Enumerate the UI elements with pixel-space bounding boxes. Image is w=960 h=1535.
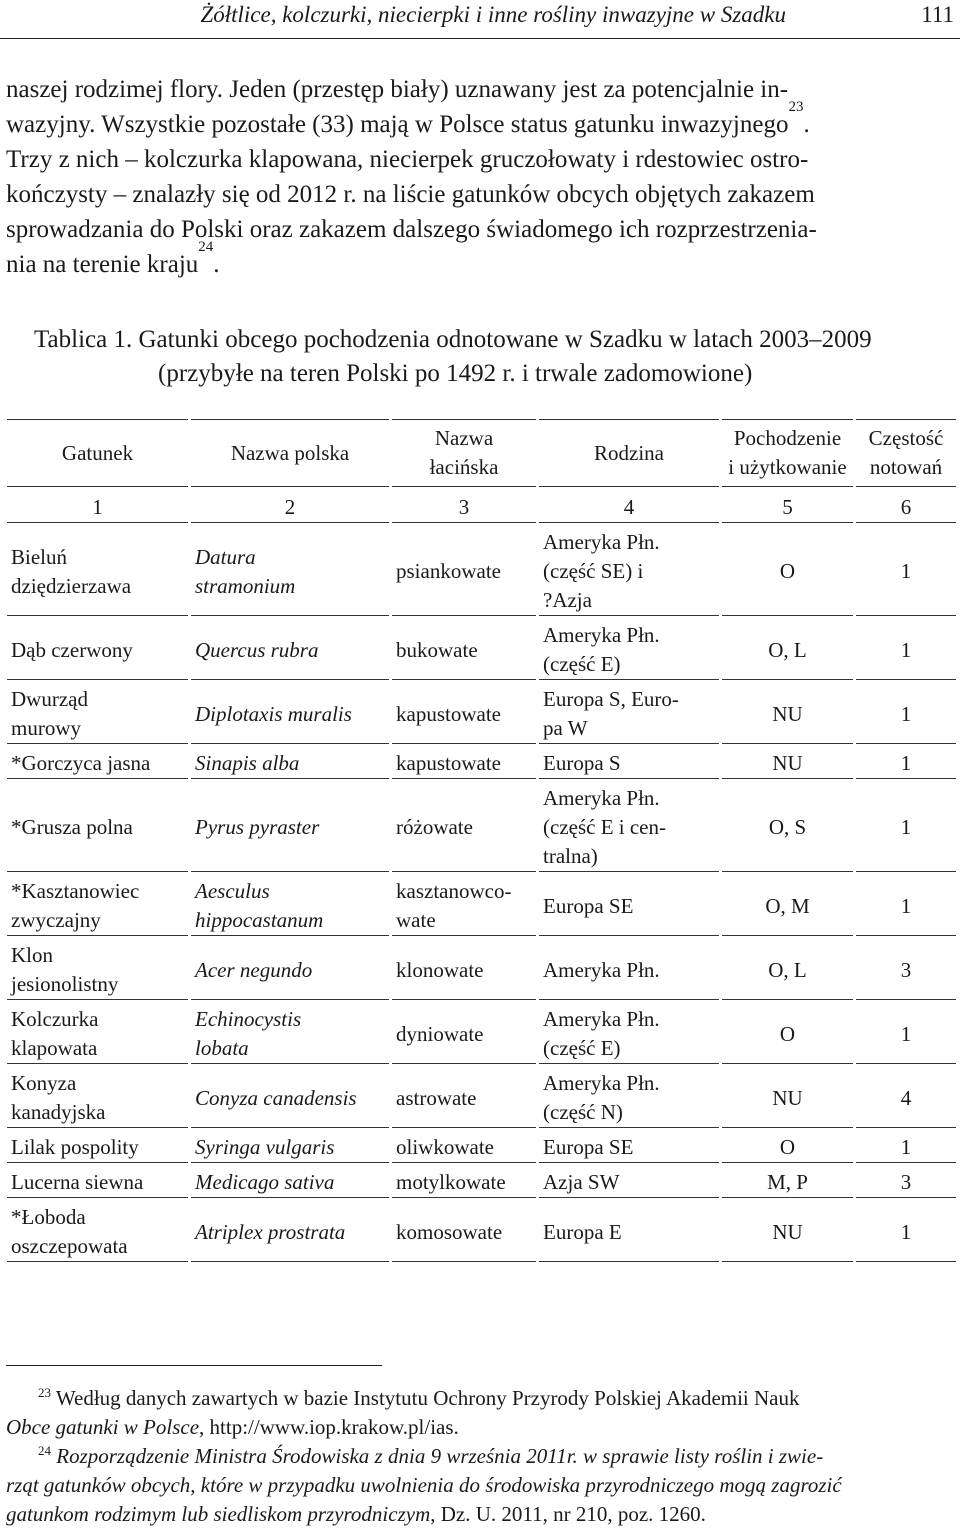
cell-line: zwyczajny bbox=[11, 908, 101, 932]
header-line: notowań bbox=[869, 455, 943, 479]
cell-line: M, P bbox=[767, 1170, 808, 1194]
cell-nazwa-polska bbox=[191, 877, 389, 936]
cell-line: Dwurząd bbox=[11, 687, 88, 711]
cell-line: psiankowate bbox=[396, 559, 501, 583]
cell-pochodzenie bbox=[722, 1133, 853, 1163]
cell-pochodzenie bbox=[722, 1168, 853, 1198]
header-czestosc bbox=[856, 419, 956, 487]
cell-line: Aesculus bbox=[195, 879, 270, 903]
cell-line: 4 bbox=[900, 1085, 912, 1110]
cell-nazwa-polska bbox=[191, 1203, 389, 1262]
column-number: 4 bbox=[539, 492, 719, 523]
cell-line: Klon bbox=[11, 943, 53, 967]
cell-line: O, M bbox=[765, 893, 810, 918]
table-row bbox=[7, 1069, 956, 1128]
cell-nazwa-lacinska bbox=[392, 1069, 536, 1128]
header-gatunek: Gatunek bbox=[7, 419, 188, 487]
header-line: łacińska bbox=[429, 455, 499, 479]
table-row bbox=[7, 877, 956, 936]
cell-line: tralna) bbox=[543, 844, 598, 868]
cell-nazwa-polska bbox=[191, 621, 389, 680]
cell-line: komosowate bbox=[396, 1219, 503, 1244]
cell-line: Europa S, Euro- bbox=[543, 687, 679, 711]
cell-line: oszczepowata bbox=[11, 1234, 128, 1258]
cell-gatunek bbox=[7, 1133, 188, 1163]
page-number: 111 bbox=[921, 2, 954, 27]
cell-line: (część SE) i bbox=[543, 559, 644, 583]
cell-line: wate bbox=[396, 908, 436, 932]
table-row bbox=[7, 1133, 956, 1163]
cell-line: 1 bbox=[900, 815, 912, 839]
cell-rodzina bbox=[539, 1133, 719, 1163]
footnote-line bbox=[6, 1500, 954, 1529]
body-line: Trzy z nich – kolczurka klapowana, niecierpek gruczołowaty i rdestowiec ostro- bbox=[6, 146, 809, 173]
cell-nazwa-polska bbox=[191, 1069, 389, 1128]
cell-line: Sinapis alba bbox=[195, 751, 300, 775]
cell-gatunek bbox=[7, 685, 188, 744]
cell-rodzina bbox=[539, 528, 719, 616]
cell-nazwa-lacinska bbox=[392, 1168, 536, 1198]
cell-nazwa-lacinska bbox=[392, 528, 536, 616]
cell-nazwa-polska bbox=[191, 941, 389, 1000]
cell-line: O bbox=[779, 559, 796, 583]
caption-line: Tablica 1. Gatunki obcego pochodzenia odnotowane w Szadku w latach 2003–2009 bbox=[34, 326, 872, 353]
table-row bbox=[7, 621, 956, 680]
body-line: sprowadzania do Polski oraz zakazem dalszego świadomego ich rozprzestrzenia- bbox=[6, 216, 817, 243]
cell-czestosc bbox=[856, 1133, 956, 1163]
cell-rodzina bbox=[539, 1005, 719, 1064]
cell-nazwa-polska bbox=[191, 749, 389, 779]
cell-line: Europa S bbox=[543, 751, 621, 775]
body-line: kończysty – znalazły się od 2012 r. na liście gatunków obcych objętych zakazem bbox=[6, 181, 815, 208]
cell-nazwa-lacinska bbox=[392, 1005, 536, 1064]
header-pochodzenie bbox=[722, 419, 853, 487]
page-header bbox=[0, 0, 960, 39]
cell-line: (część E i cen- bbox=[543, 815, 666, 839]
cell-rodzina bbox=[539, 685, 719, 744]
cell-nazwa-polska bbox=[191, 528, 389, 616]
table-row bbox=[7, 685, 956, 744]
cell-line: NU bbox=[772, 701, 803, 726]
footnote-line bbox=[38, 1442, 823, 1471]
cell-nazwa-lacinska bbox=[392, 1133, 536, 1163]
cell-czestosc bbox=[856, 1005, 956, 1064]
cell-line: Quercus rubra bbox=[195, 637, 319, 662]
cell-line: różowate bbox=[396, 815, 473, 839]
header-nazwa-polska: Nazwa polska bbox=[191, 419, 389, 487]
period: . bbox=[213, 251, 220, 278]
cell-line: Ameryka Płn. bbox=[543, 1071, 660, 1095]
cell-line: O, L bbox=[768, 957, 807, 982]
table-header-row bbox=[7, 419, 956, 487]
cell-gatunek bbox=[7, 877, 188, 936]
cell-pochodzenie bbox=[722, 941, 853, 1000]
cell-line: bukowate bbox=[396, 637, 478, 662]
cell-line: dyniowate bbox=[396, 1021, 484, 1046]
cell-line: Ameryka Płn. bbox=[543, 957, 660, 982]
header-line: Częstość bbox=[868, 426, 944, 450]
cell-pochodzenie bbox=[722, 1069, 853, 1128]
footnotes bbox=[6, 1384, 954, 1529]
cell-line: klapowata bbox=[11, 1036, 98, 1060]
cell-line: NU bbox=[772, 1219, 803, 1244]
cell-line: kapustowate bbox=[396, 751, 501, 775]
body-line bbox=[6, 239, 954, 282]
table-caption bbox=[34, 323, 872, 391]
cell-line: Lilak pospolity bbox=[11, 1135, 139, 1159]
cell-pochodzenie bbox=[722, 685, 853, 744]
cell-line: pa W bbox=[543, 716, 588, 740]
cell-line: Kolczurka bbox=[11, 1007, 99, 1031]
cell-line: Syringa vulgaris bbox=[195, 1135, 335, 1159]
footnote-text-italic: Obce gatunki w Polsce bbox=[6, 1415, 200, 1439]
footnote-24 bbox=[6, 1442, 954, 1471]
column-number-row bbox=[7, 492, 956, 523]
cell-line: (część E) bbox=[543, 1036, 621, 1060]
cell-line: Datura bbox=[195, 544, 256, 569]
cell-line: motylkowate bbox=[396, 1170, 506, 1194]
cell-gatunek bbox=[7, 1005, 188, 1064]
cell-line: 3 bbox=[900, 957, 912, 982]
body-line bbox=[6, 99, 954, 142]
cell-pochodzenie bbox=[722, 528, 853, 616]
cell-line: *Kasztanowiec bbox=[11, 879, 140, 903]
running-title: Żółtlice, kolczurki, niecierpki i inne rośliny inwazyjne w Szadku bbox=[200, 2, 786, 27]
cell-line: Konyza bbox=[11, 1071, 77, 1095]
cell-czestosc bbox=[856, 685, 956, 744]
cell-line: Medicago sativa bbox=[195, 1170, 335, 1194]
footnote-text-italic: Rozporządzenie Ministra Środowiska z dnia 9 września 2011r. w sprawie listy roślin i zwie- bbox=[56, 1444, 824, 1468]
footnote-number: 23 bbox=[38, 1385, 51, 1400]
cell-line: hippocastanum bbox=[195, 908, 324, 932]
cell-rodzina bbox=[539, 749, 719, 779]
column-number: 6 bbox=[856, 492, 956, 523]
cell-line: lobata bbox=[195, 1036, 249, 1060]
footnote-line bbox=[6, 1413, 954, 1442]
cell-line: NU bbox=[772, 1085, 803, 1110]
header-nazwa-lacinska bbox=[392, 419, 536, 487]
cell-line: Acer negundo bbox=[195, 957, 313, 982]
cell-line: (część N) bbox=[543, 1100, 623, 1124]
cell-rodzina bbox=[539, 1069, 719, 1128]
body-line-text: nia na terenie kraju bbox=[6, 251, 199, 278]
footnote-line bbox=[38, 1384, 800, 1413]
footnote-number: 24 bbox=[38, 1443, 51, 1458]
cell-gatunek bbox=[7, 1069, 188, 1128]
cell-czestosc bbox=[856, 528, 956, 616]
cell-line: Ameryka Płn. bbox=[543, 530, 660, 554]
cell-nazwa-lacinska bbox=[392, 685, 536, 744]
cell-nazwa-polska bbox=[191, 1168, 389, 1198]
footnote-text: Według danych zawartych w bazie Instytutu Ochrony Przyrody Polskiej Akademii Nauk bbox=[55, 1386, 800, 1410]
cell-line: ?Azja bbox=[543, 588, 592, 612]
cell-gatunek bbox=[7, 784, 188, 872]
cell-gatunek bbox=[7, 621, 188, 680]
column-number: 3 bbox=[392, 492, 536, 523]
body-line-text: wazyjny. Wszystkie pozostałe (33) mają w Polsce status gatunku inwazyjnego bbox=[6, 111, 789, 138]
column-number: 2 bbox=[191, 492, 389, 523]
cell-line: Ameryka Płn. bbox=[543, 786, 660, 810]
cell-pochodzenie bbox=[722, 621, 853, 680]
cell-rodzina bbox=[539, 621, 719, 680]
cell-czestosc bbox=[856, 941, 956, 1000]
cell-line: 3 bbox=[900, 1170, 912, 1194]
cell-line: 1 bbox=[900, 1021, 912, 1046]
cell-line: 1 bbox=[900, 637, 912, 662]
cell-line: Conyza canadensis bbox=[195, 1085, 357, 1110]
footnote-ref-24[interactable]: 24 bbox=[198, 239, 214, 255]
cell-line: oliwkowate bbox=[396, 1135, 494, 1159]
cell-gatunek bbox=[7, 749, 188, 779]
body-paragraph bbox=[6, 72, 954, 282]
cell-line: 1 bbox=[900, 751, 912, 775]
cell-nazwa-lacinska bbox=[392, 784, 536, 872]
cell-line: 1 bbox=[900, 893, 912, 918]
table-row bbox=[7, 1168, 956, 1198]
cell-nazwa-polska bbox=[191, 1005, 389, 1064]
footnote-23 bbox=[6, 1384, 954, 1413]
cell-line: Europa E bbox=[543, 1219, 622, 1244]
cell-line: 1 bbox=[900, 1219, 912, 1244]
cell-rodzina bbox=[539, 877, 719, 936]
cell-line: dziędzierzawa bbox=[11, 573, 132, 598]
table-row bbox=[7, 528, 956, 616]
cell-czestosc bbox=[856, 1069, 956, 1128]
cell-line: Diplotaxis muralis bbox=[195, 701, 352, 726]
header-line: Nazwa bbox=[434, 426, 494, 450]
cell-pochodzenie bbox=[722, 784, 853, 872]
header-line: Pochodzenie bbox=[733, 426, 842, 450]
cell-line: 1 bbox=[900, 1135, 912, 1159]
footnote-line: rząt gatunków obcych, które w przypadku uwolnienia do środowiska przyrodniczego mogą zagrozić bbox=[6, 1473, 842, 1497]
cell-nazwa-lacinska bbox=[392, 877, 536, 936]
cell-line: Atriplex prostrata bbox=[195, 1219, 346, 1244]
cell-line: Europa SE bbox=[543, 1135, 634, 1159]
footnote-ref-23[interactable]: 23 bbox=[788, 99, 804, 115]
header-line: i użytkowanie bbox=[728, 455, 847, 479]
caption-line: (przybyłe na teren Polski po 1492 r. i trwale zadomowione) bbox=[158, 360, 753, 387]
footnote-divider bbox=[6, 1365, 382, 1366]
column-number: 1 bbox=[7, 492, 188, 523]
table-row bbox=[7, 1203, 956, 1262]
cell-line: klonowate bbox=[396, 957, 484, 982]
cell-line: Ameryka Płn. bbox=[543, 1007, 660, 1031]
cell-line: Ameryka Płn. bbox=[543, 623, 660, 647]
cell-gatunek bbox=[7, 1203, 188, 1262]
table-row bbox=[7, 749, 956, 779]
cell-line: Azja SW bbox=[543, 1170, 620, 1194]
cell-gatunek bbox=[7, 528, 188, 616]
table-row bbox=[7, 784, 956, 872]
footnote-link[interactable]: , http://www.iop.krakow.pl/ias. bbox=[199, 1415, 459, 1439]
cell-rodzina bbox=[539, 1168, 719, 1198]
table-body bbox=[7, 528, 956, 1262]
cell-czestosc bbox=[856, 749, 956, 779]
cell-line: Bieluń bbox=[11, 544, 67, 569]
cell-line: Pyrus pyraster bbox=[195, 815, 320, 839]
cell-nazwa-lacinska bbox=[392, 749, 536, 779]
cell-line: Europa SE bbox=[543, 893, 634, 918]
cell-gatunek bbox=[7, 1168, 188, 1198]
table-row bbox=[7, 941, 956, 1000]
header-rodzina: Rodzina bbox=[539, 419, 719, 487]
cell-nazwa-polska bbox=[191, 784, 389, 872]
cell-line: O, S bbox=[768, 815, 807, 839]
cell-line: 1 bbox=[900, 701, 912, 726]
cell-pochodzenie bbox=[722, 749, 853, 779]
cell-line: NU bbox=[772, 751, 803, 775]
cell-czestosc bbox=[856, 1168, 956, 1198]
cell-rodzina bbox=[539, 1203, 719, 1262]
cell-pochodzenie bbox=[722, 1203, 853, 1262]
cell-czestosc bbox=[856, 1203, 956, 1262]
cell-gatunek bbox=[7, 941, 188, 1000]
species-table bbox=[4, 414, 959, 1267]
cell-line: O bbox=[779, 1021, 796, 1046]
cell-rodzina bbox=[539, 784, 719, 872]
cell-czestosc bbox=[856, 621, 956, 680]
period: . bbox=[803, 111, 810, 138]
cell-line: murowy bbox=[11, 716, 81, 740]
body-line: naszej rodzimej flory. Jeden (przestęp biały) uznawany jest za potencjalnie in- bbox=[6, 76, 789, 103]
cell-line: *Grusza polna bbox=[11, 815, 133, 839]
cell-czestosc bbox=[856, 784, 956, 872]
cell-nazwa-polska bbox=[191, 685, 389, 744]
cell-line: stramonium bbox=[195, 573, 296, 598]
cell-line: Lucerna siewna bbox=[11, 1170, 144, 1194]
cell-line: 1 bbox=[900, 559, 912, 583]
cell-line: kapustowate bbox=[396, 701, 501, 726]
cell-czestosc bbox=[856, 877, 956, 936]
cell-line: *Łoboda bbox=[11, 1205, 86, 1229]
cell-nazwa-lacinska bbox=[392, 1203, 536, 1262]
footnote-text: , Dz. U. 2011, nr 210, poz. 1260. bbox=[430, 1502, 706, 1526]
cell-nazwa-polska bbox=[191, 1133, 389, 1163]
footnote-text-italic: gatunkom rodzimym lub siedliskom przyrodniczym bbox=[6, 1502, 431, 1526]
cell-pochodzenie bbox=[722, 877, 853, 936]
cell-nazwa-lacinska bbox=[392, 941, 536, 1000]
cell-line: Echinocystis bbox=[195, 1007, 302, 1031]
cell-rodzina bbox=[539, 941, 719, 1000]
cell-line: kasztanowco- bbox=[396, 879, 512, 903]
cell-line: (część E) bbox=[543, 652, 621, 676]
cell-line: jesionolistny bbox=[11, 972, 119, 996]
cell-nazwa-lacinska bbox=[392, 621, 536, 680]
cell-line: O, L bbox=[768, 637, 807, 662]
cell-pochodzenie bbox=[722, 1005, 853, 1064]
cell-line: O bbox=[779, 1135, 796, 1159]
cell-line: astrowate bbox=[396, 1085, 477, 1110]
column-number: 5 bbox=[722, 492, 853, 523]
cell-line: kanadyjska bbox=[11, 1100, 106, 1124]
cell-line: Dąb czerwony bbox=[11, 637, 133, 662]
table-row bbox=[7, 1005, 956, 1064]
cell-line: *Gorczyca jasna bbox=[11, 751, 151, 775]
